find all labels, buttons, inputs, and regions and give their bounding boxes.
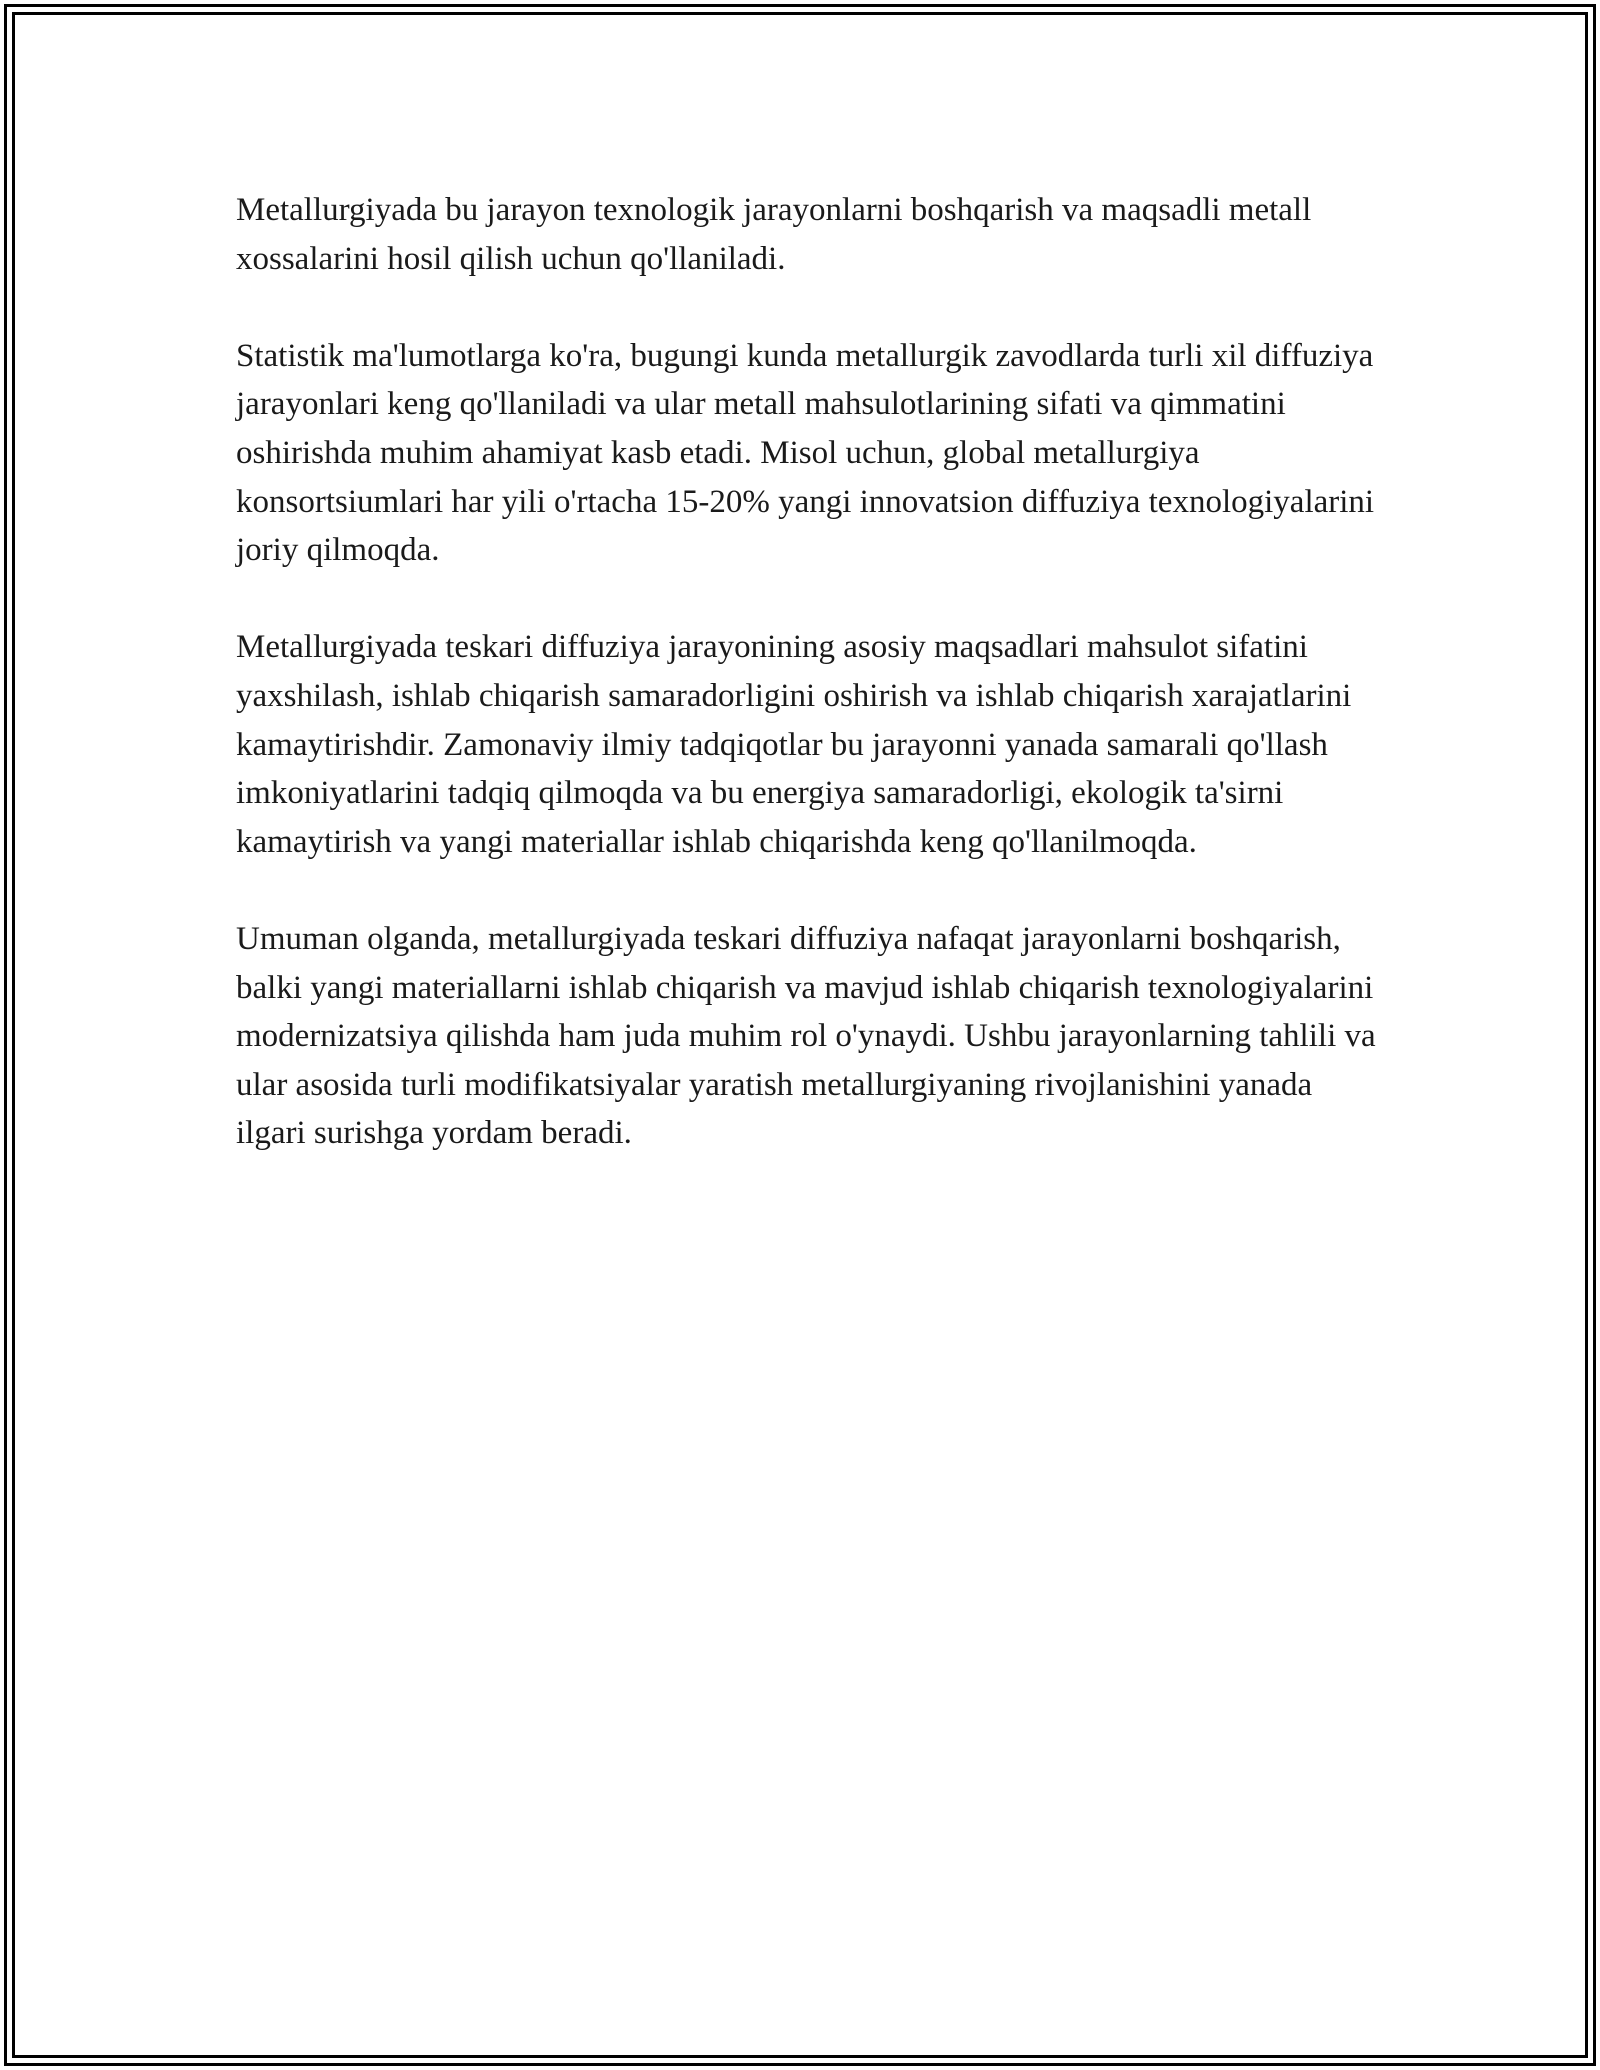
document-body <box>236 186 1376 1206</box>
paragraph-4: Umuman olganda, metallurgiyada teskari diffuziya nafaqat jarayonlarni boshqarish, balki yangi materiallarni ishlab chiqarish va mavjud ishlab chiqarish texnologiyalarini modernizatsiya qilishda ham juda muhim rol o'ynaydi. Ushbu jarayonlarning tahlili va ular asosida turli modifikatsiyalar yaratish metallurgiyaning rivojlanishini yanada ilgari surishga yordam beradi. <box>236 920 1376 1152</box>
paragraph-3: Metallurgiyada teskari diffuziya jarayonining asosiy maqsadlari mahsulot sifatini yaxshilash, ishlab chiqarish samaradorligini oshirish va ishlab chiqarish xarajatlarini kamaytirishdir. Zamonaviy ilmiy tadqiqotlar bu jarayonni yanada samarali qo'llash imkoniyatlarini tadqiq qilmoqda va bu energiya samaradorligi, ekologik ta'sirni kamaytirish va yangi materiallar ishlab chiqarishda keng qo'llanilmoqda. <box>236 629 1352 860</box>
paragraph-2: Statistik ma'lumotlarga ko'ra, bugungi kunda metallurgik zavodlarda turli xil diffuziya jarayonlari keng qo'llaniladi va ular metall mahsulotlarining sifati va qimmatini oshirishda muhim ahamiyat kasb etadi. Misol uchun, global metallurgiya konsortsiumlari har yili o'rtacha 15-20% yangi innovatsion diffuziya texnologiyalarini joriy qilmoqda. <box>236 337 1375 569</box>
paragraph-1: Metallurgiyada bu jarayon texnologik jarayonlarni boshqarish va maqsadli metall xossalarini hosil qilish uchun qo'llaniladi. <box>236 192 1312 277</box>
